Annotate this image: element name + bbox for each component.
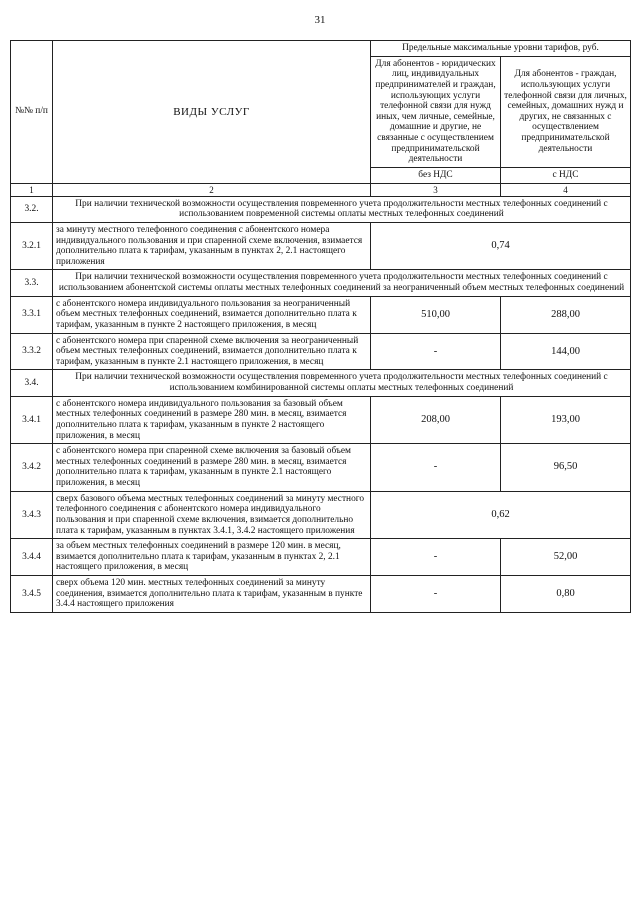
services-header: ВИДЫ УСЛУГ — [53, 41, 371, 184]
table-row — [11, 370, 631, 396]
column-numbers-row — [11, 183, 631, 196]
row-description: за объем местных телефонных соединений в размере 120 мин. в месяц, взимается дополнительно плата к тарифам, указанным в пунктах 2, 2.1 настоящего приложения, в месяц — [53, 539, 371, 576]
row-description: за минуту местного телефонного соединения с абонентского номера индивидуального пользования и при спаренной схеме включения, взимается дополнительно плата к тарифам, указанным в пунктах 2, 2.1 настоящего приложения — [53, 222, 371, 270]
with-vat-cell: 52,00 — [501, 539, 631, 576]
row-description: с абонентского номера индивидуального пользования за базовый объем местных телефонных соединений в размере 280 мин. в месяц, взимается дополнительно плата к тарифам, указанным в пункте 2 настоящего приложения, в месяц — [53, 396, 371, 444]
with-vat-header: с НДС — [501, 167, 631, 183]
no-vat-cell: - — [371, 333, 501, 370]
row-number: 3.4.5 — [11, 576, 53, 613]
with-vat-cell: 0,80 — [501, 576, 631, 613]
row-description: с абонентского номера индивидуального пользования за неограниченный объем местных телефонных соединений, взимается дополнительно плата к тарифам, указанным в пункте 2 настоящего приложения, в месяц — [53, 296, 371, 333]
col-number: 3 — [371, 183, 501, 196]
no-vat-cell: - — [371, 576, 501, 613]
with-vat-cell: 288,00 — [501, 296, 631, 333]
no-vat-cell: - — [371, 539, 501, 576]
table-row — [11, 296, 631, 333]
row-number: 3.4. — [11, 370, 53, 396]
row-number: 3.3.1 — [11, 296, 53, 333]
row-description: с абонентского номера при спаренной схеме включения за неограниченный объем местных телефонных соединений, взимается дополнительно плата к тарифам, указанным в пункте 2.1 настоящего приложения, в месяц — [53, 333, 371, 370]
row-number: 3.3.2 — [11, 333, 53, 370]
with-vat-cell: 144,00 — [501, 333, 631, 370]
table-row — [11, 576, 631, 613]
table-row — [11, 539, 631, 576]
row-number: 3.2. — [11, 196, 53, 222]
row-description: сверх объема 120 мин. местных телефонных соединений за минуту соединения, взимается дополнительно плата к тарифам, указанным в пункте 3.4.4 настоящего приложения — [53, 576, 371, 613]
row-number: 3.4.1 — [11, 396, 53, 444]
row-number: 3.4.4 — [11, 539, 53, 576]
row-number: 3.4.3 — [11, 491, 53, 539]
table-row — [11, 396, 631, 444]
no-vat-cell: 208,00 — [371, 396, 501, 444]
with-vat-cell: 193,00 — [501, 396, 631, 444]
merged-value-cell: 0,74 — [371, 222, 631, 270]
no-vat-header: без НДС — [371, 167, 501, 183]
section-description: При наличии технической возможности осуществления повременного учета продолжительности местных телефонных соединений с использованием абонентской системы оплаты местных телефонных соединений за неограниченный объем местных телефонных соединений — [53, 270, 631, 296]
col-number: 4 — [501, 183, 631, 196]
table-row — [11, 491, 631, 539]
no-vat-cell: - — [371, 444, 501, 492]
num-header: №№ п/п — [11, 41, 53, 184]
page-number: 31 — [314, 14, 326, 26]
header-row-1 — [11, 41, 631, 57]
row-description: с абонентского номера при спаренной схеме включения за базовый объем местных телефонных соединений в размере 280 мин. в месяц, взимается дополнительно плата к тарифам, указанным в пункте 2.1 настоящего приложения, в месяц — [53, 444, 371, 492]
col-number: 1 — [11, 183, 53, 196]
group2-header: Для абонентов - граждан, использующих услуги телефонной связи для личных, семейных, домашних нужд и других, не связанных с осуществлением предпринимательской деятельности — [501, 56, 631, 167]
merged-value-cell: 0,62 — [371, 491, 631, 539]
row-number: 3.2.1 — [11, 222, 53, 270]
row-number: 3.4.2 — [11, 444, 53, 492]
section-description: При наличии технической возможности осуществления повременного учета продолжительности местных телефонных соединений с использованием повременной системы оплаты местных телефонных соединений — [53, 196, 631, 222]
tariff-table — [10, 40, 631, 613]
table-row — [11, 222, 631, 270]
row-description: сверх базового объема местных телефонных соединений за минуту местного телефонного соединения с абонентского номера индивидуального пользования и при спаренной схеме включения, взимается дополнительно плата к тарифам, указанным в пунктах 3.4.1, 3.4.2 настоящего приложения — [53, 491, 371, 539]
table-row — [11, 270, 631, 296]
table-row — [11, 444, 631, 492]
table-row — [11, 333, 631, 370]
table-row — [11, 196, 631, 222]
section-description: При наличии технической возможности осуществления повременного учета продолжительности местных телефонных соединений с использованием комбинированной системы оплаты местных телефонных соединений — [53, 370, 631, 396]
row-number: 3.3. — [11, 270, 53, 296]
levels-header: Предельные максимальные уровни тарифов, руб. — [371, 41, 631, 57]
with-vat-cell: 96,50 — [501, 444, 631, 492]
no-vat-cell: 510,00 — [371, 296, 501, 333]
group1-header: Для абонентов - юридических лиц, индивидуальных предпринимателей и граждан, использующих услуги телефонной связи для нужд иных, чем личные, семейные, домашние и другие, не связанные с осуществлением предпринимательской деятельности — [371, 56, 501, 167]
col-number: 2 — [53, 183, 371, 196]
